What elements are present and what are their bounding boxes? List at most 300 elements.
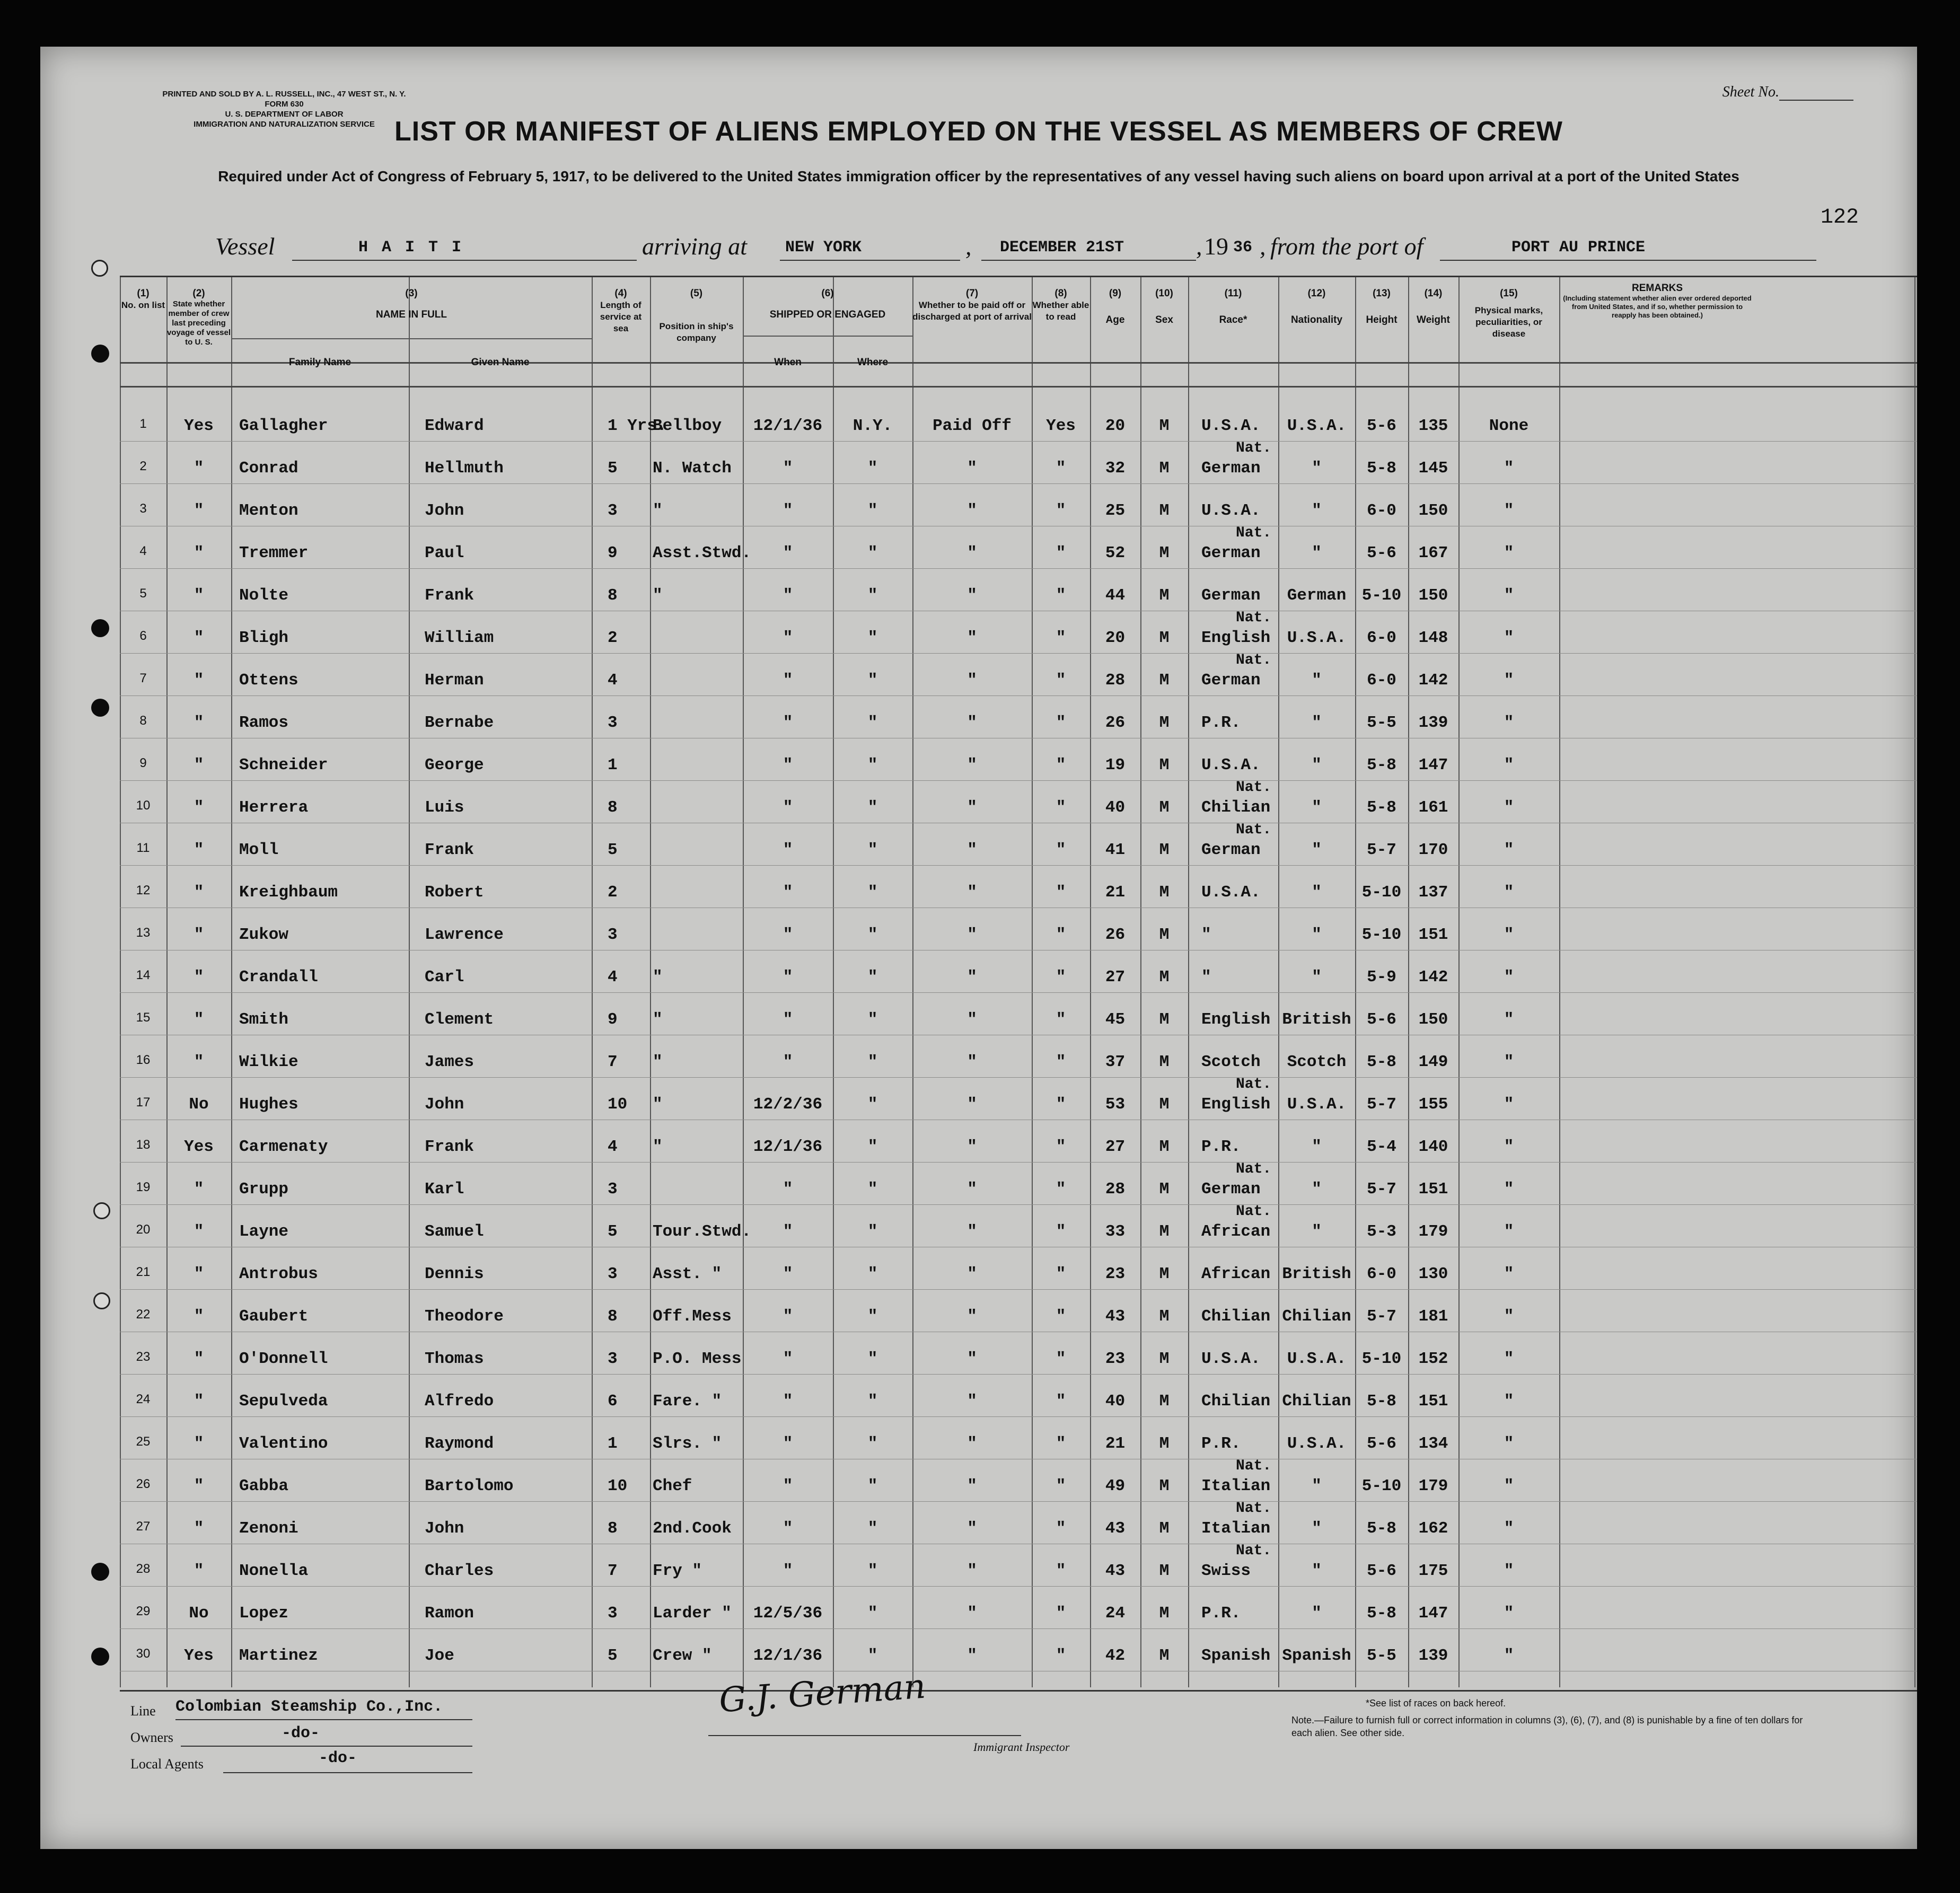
cell-prev: " [194, 1477, 204, 1495]
cell-given: Herman [425, 671, 484, 690]
from-field-line [1440, 260, 1816, 261]
cell-family: Grupp [239, 1180, 289, 1199]
cell-race: English [1201, 1010, 1271, 1029]
binder-hole [91, 1648, 109, 1666]
cell-service: 1 [608, 1434, 618, 1453]
cell-service: 3 [608, 1180, 618, 1199]
cell-marks: " [1504, 1562, 1514, 1580]
cell-family: Ramos [239, 714, 289, 732]
cell-when: " [783, 501, 793, 520]
cell-given: Karl [425, 1180, 464, 1199]
col-13-header: (13) Height [1366, 288, 1398, 325]
cell-where: " [867, 459, 878, 478]
cell-paid: " [967, 671, 977, 690]
cell-position: Bellboy [653, 417, 722, 435]
cell-sex: M [1159, 1180, 1170, 1199]
cell-height: 5-5 [1367, 714, 1396, 732]
cell-service: 3 [608, 501, 618, 520]
cell-when: " [783, 1180, 793, 1199]
cell-family: Wilkie [239, 1053, 298, 1071]
cell-where: " [867, 756, 878, 774]
cell-where: " [867, 1392, 878, 1411]
cell-given: John [425, 1519, 464, 1538]
cell-family: Layne [239, 1222, 289, 1241]
cell-nationality: U.S.A. [1287, 1434, 1347, 1453]
cell-race-naturalized: Nat. [1236, 610, 1272, 626]
cell-family: Moll [239, 841, 279, 859]
cell-race: German [1201, 544, 1261, 562]
cell-race: Swiss [1201, 1562, 1251, 1580]
cell-family: Gaubert [239, 1307, 309, 1326]
cell-where: " [867, 1350, 878, 1368]
cell-nationality: " [1312, 1519, 1322, 1538]
cell-weight: 162 [1418, 1519, 1448, 1538]
cell-read: " [1056, 1095, 1066, 1114]
local-agents-value: -do- [319, 1749, 357, 1767]
cell-nationality: " [1312, 756, 1322, 774]
cell-where: N.Y. [852, 417, 893, 435]
cell-sex: M [1159, 756, 1170, 774]
cell-sex: M [1159, 926, 1170, 944]
where-header: Where [857, 357, 889, 368]
row-rule [120, 1289, 1917, 1290]
cell-paid: " [967, 1350, 977, 1368]
crew-table [120, 276, 1917, 1687]
cell-paid: " [967, 968, 977, 987]
cell-sex: M [1159, 883, 1170, 902]
binder-hole [91, 1563, 109, 1581]
cell-service: 8 [608, 798, 618, 817]
cell-sex: M [1159, 1010, 1170, 1029]
cell-where: " [867, 1307, 878, 1326]
cell-read: " [1056, 1477, 1066, 1495]
cell-marks: " [1504, 1350, 1514, 1368]
cell-read: " [1056, 1519, 1066, 1538]
cell-weight: 140 [1418, 1138, 1448, 1156]
cell-when: " [783, 1222, 793, 1241]
cell-where: " [867, 1604, 878, 1623]
cell-weight: 150 [1418, 586, 1448, 605]
cell-given: Robert [425, 883, 484, 902]
cell-height: 5-10 [1361, 586, 1402, 605]
cell-weight: 179 [1418, 1477, 1448, 1495]
cell-sex: M [1159, 1477, 1170, 1495]
cell-height: 5-4 [1367, 1138, 1396, 1156]
cell-age: 23 [1105, 1265, 1126, 1283]
cell-height: 5-9 [1367, 968, 1396, 987]
cell-service: 8 [608, 1519, 618, 1538]
cell-paid: " [967, 1053, 977, 1071]
cell-height: 6-0 [1367, 501, 1396, 520]
col-4-header: (4) Length of service at sea [600, 288, 642, 333]
cell-read: " [1056, 1562, 1066, 1580]
cell-given: Frank [425, 586, 474, 605]
cell-prev: " [194, 1180, 204, 1199]
cell-marks: " [1504, 968, 1514, 987]
cell-no: 8 [139, 714, 147, 728]
cell-when: 12/2/36 [753, 1095, 823, 1114]
cell-height: 5-7 [1367, 841, 1396, 859]
cell-service: 7 [608, 1053, 618, 1071]
cell-no: 21 [136, 1265, 151, 1279]
cell-race: Italian [1201, 1519, 1271, 1538]
cell-family: Zukow [239, 926, 289, 944]
cell-height: 5-6 [1367, 1434, 1396, 1453]
cell-prev: Yes [184, 1647, 214, 1665]
cell-no: 18 [136, 1138, 151, 1152]
manifest-sheet [40, 47, 1917, 1849]
cell-weight: 147 [1418, 1604, 1448, 1623]
cell-read: Yes [1046, 417, 1076, 435]
cell-age: 19 [1105, 756, 1126, 774]
cell-paid: " [967, 1222, 977, 1241]
cell-family: Hughes [239, 1095, 298, 1114]
cell-family: Antrobus [239, 1265, 318, 1283]
cell-no: 6 [139, 629, 147, 643]
cell-no: 20 [136, 1222, 151, 1237]
cell-weight: 152 [1418, 1350, 1448, 1368]
cell-family: Nolte [239, 586, 289, 605]
cell-sex: M [1159, 1095, 1170, 1114]
cell-weight: 181 [1418, 1307, 1448, 1326]
cell-paid: " [967, 1095, 977, 1114]
cell-given: James [425, 1053, 474, 1071]
cell-service: 2 [608, 883, 618, 902]
cell-when: " [783, 671, 793, 690]
cell-when: " [783, 1307, 793, 1326]
cell-service: 8 [608, 1307, 618, 1326]
cell-when: " [783, 1053, 793, 1071]
cell-weight: 175 [1418, 1562, 1448, 1580]
cell-when: " [783, 1350, 793, 1368]
cell-service: 8 [608, 586, 618, 605]
cell-paid: " [967, 1519, 977, 1538]
cell-paid: " [967, 756, 977, 774]
cell-read: " [1056, 1434, 1066, 1453]
cell-where: " [867, 1562, 878, 1580]
cell-position: Fry " [653, 1562, 702, 1580]
cell-given: Clement [425, 1010, 494, 1029]
cell-given: Alfredo [425, 1392, 494, 1411]
cell-family: Nonella [239, 1562, 309, 1580]
cell-age: 27 [1105, 968, 1126, 987]
cell-height: 5-10 [1361, 1477, 1402, 1495]
cell-race: P.R. [1201, 1138, 1241, 1156]
cell-sex: M [1159, 459, 1170, 478]
cell-given: Edward [425, 417, 484, 435]
cell-race: African [1201, 1222, 1271, 1241]
signature-field-line [708, 1735, 1021, 1736]
cell-no: 25 [136, 1434, 151, 1449]
comma: , [965, 233, 972, 260]
cell-position: " [653, 1010, 663, 1029]
cell-family: Gallagher [239, 417, 328, 435]
cell-no: 11 [136, 841, 150, 855]
cell-weight: 139 [1418, 1647, 1448, 1665]
cell-when: " [783, 629, 793, 647]
cell-marks: " [1504, 1434, 1514, 1453]
cell-where: " [867, 1222, 878, 1241]
cell-height: 5-6 [1367, 544, 1396, 562]
cell-paid: " [967, 841, 977, 859]
cell-family: Menton [239, 501, 298, 520]
cell-when: " [783, 798, 793, 817]
cell-prev: " [194, 1053, 204, 1071]
cell-sex: M [1159, 671, 1170, 690]
cell-sex: M [1159, 1222, 1170, 1241]
cell-weight: 135 [1418, 417, 1448, 435]
cell-height: 5-8 [1367, 459, 1396, 478]
cell-nationality: U.S.A. [1287, 1095, 1347, 1114]
cell-age: 32 [1105, 459, 1126, 478]
cell-family: Carmenaty [239, 1138, 328, 1156]
cell-family: Tremmer [239, 544, 309, 562]
cell-weight: 147 [1418, 756, 1448, 774]
cell-read: " [1056, 841, 1066, 859]
row-rule [120, 441, 1917, 442]
arrival-date: DECEMBER 21ST [1000, 239, 1124, 257]
col-8-header: (8) Whether able to read [1032, 288, 1089, 322]
cell-marks: None [1489, 417, 1529, 435]
cell-nationality: " [1312, 714, 1322, 732]
cell-height: 5-10 [1361, 883, 1402, 902]
cell-when: " [783, 926, 793, 944]
cell-age: 27 [1105, 1138, 1126, 1156]
cell-sex: M [1159, 1604, 1170, 1623]
cell-sex: M [1159, 798, 1170, 817]
cell-marks: " [1504, 1010, 1514, 1029]
cell-where: " [867, 883, 878, 902]
cell-prev: " [194, 586, 204, 605]
cell-nationality: U.S.A. [1287, 629, 1347, 647]
year-suffix: 36 [1233, 239, 1253, 257]
cell-race-naturalized: Nat. [1236, 1203, 1272, 1220]
cell-age: 24 [1105, 1604, 1126, 1623]
cell-when: " [783, 1434, 793, 1453]
col-5-header: (5) Position in ship's company [659, 288, 734, 343]
cell-race: U.S.A. [1201, 883, 1261, 902]
cell-when: " [783, 756, 793, 774]
cell-given: John [425, 501, 464, 520]
given-name-header: Given Name [471, 357, 530, 368]
col-7-header: (7) Whether to be paid off or discharged at port of arrival [912, 288, 1032, 322]
cell-sex: M [1159, 1307, 1170, 1326]
cell-position: N. Watch [653, 459, 732, 478]
cell-position: " [653, 1053, 663, 1071]
cell-where: " [867, 1053, 878, 1071]
line-label: Line [130, 1703, 156, 1719]
cell-service: 9 [608, 544, 618, 562]
col-11-header: (11) Race* [1219, 288, 1247, 325]
cell-nationality: " [1312, 1138, 1322, 1156]
cell-given: Theodore [425, 1307, 504, 1326]
cell-service: 3 [608, 1604, 618, 1623]
cell-age: 21 [1105, 883, 1126, 902]
cell-height: 6-0 [1367, 671, 1396, 690]
cell-race: U.S.A. [1201, 1350, 1261, 1368]
cell-where: " [867, 1477, 878, 1495]
cell-read: " [1056, 1265, 1066, 1283]
cell-weight: 167 [1418, 544, 1448, 562]
cell-prev: " [194, 544, 204, 562]
cell-nationality: U.S.A. [1287, 1350, 1347, 1368]
cell-read: " [1056, 501, 1066, 520]
cell-when: " [783, 883, 793, 902]
cell-marks: " [1504, 1138, 1514, 1156]
cell-no: 1 [139, 417, 147, 431]
cell-race: Chilian [1201, 1392, 1271, 1411]
cell-where: " [867, 1519, 878, 1538]
remarks-header: REMARKS (Including statement whether alien ever ordered deported from United States, and if so, whether permission to reapply has been obtained.) [1563, 283, 1752, 319]
cell-no: 26 [136, 1477, 151, 1491]
cell-sex: M [1159, 1053, 1170, 1071]
cell-race: Spanish [1201, 1647, 1271, 1665]
cell-sex: M [1159, 714, 1170, 732]
cell-given: Ramon [425, 1604, 474, 1623]
cell-paid: " [967, 714, 977, 732]
cell-no: 17 [136, 1095, 151, 1110]
cell-marks: " [1504, 544, 1514, 562]
cell-height: 5-8 [1367, 1392, 1396, 1411]
cell-where: " [867, 968, 878, 987]
cell-where: " [867, 1095, 878, 1114]
cell-prev: " [194, 501, 204, 520]
cell-family: Lopez [239, 1604, 289, 1623]
cell-weight: 145 [1418, 459, 1448, 478]
cell-race: German [1201, 1180, 1261, 1199]
cell-weight: 142 [1418, 671, 1448, 690]
cell-height: 6-0 [1367, 629, 1396, 647]
cell-race-naturalized: Nat. [1236, 1076, 1272, 1093]
arriving-field-line [780, 260, 960, 261]
cell-race-naturalized: Nat. [1236, 822, 1272, 838]
cell-paid: " [967, 1392, 977, 1411]
cell-where: " [867, 1265, 878, 1283]
cell-position: 2nd.Cook [653, 1519, 732, 1538]
cell-service: 1 Yrs. [608, 417, 667, 435]
cell-sex: M [1159, 1138, 1170, 1156]
cell-age: 25 [1105, 501, 1126, 520]
cell-position: Crew " [653, 1647, 712, 1665]
cell-where: " [867, 1647, 878, 1665]
cell-paid: " [967, 926, 977, 944]
comma: , [1196, 233, 1202, 260]
cell-marks: " [1504, 1519, 1514, 1538]
row-rule [120, 653, 1917, 654]
owners-label: Owners [130, 1730, 173, 1745]
row-rule [120, 1204, 1917, 1205]
cell-when: " [783, 1392, 793, 1411]
cell-given: Paul [425, 544, 464, 562]
cell-prev: Yes [184, 417, 214, 435]
cell-paid: " [967, 1138, 977, 1156]
col-6-header: (6) SHIPPED OR ENGAGED [769, 288, 886, 320]
cell-marks: " [1504, 586, 1514, 605]
cell-service: 2 [608, 629, 618, 647]
cell-paid: " [967, 1647, 977, 1665]
cell-read: " [1056, 756, 1066, 774]
cell-when: " [783, 586, 793, 605]
cell-paid: " [967, 1265, 977, 1283]
cell-given: William [425, 629, 494, 647]
cell-no: 3 [139, 501, 147, 516]
row-rule [120, 695, 1917, 696]
cell-service: 6 [608, 1392, 618, 1411]
cell-no: 13 [136, 926, 151, 940]
cell-prev: " [194, 841, 204, 859]
cell-nationality: Chilian [1282, 1392, 1351, 1411]
cell-height: 5-7 [1367, 1307, 1396, 1326]
cell-no: 19 [136, 1180, 151, 1194]
cell-height: 5-8 [1367, 798, 1396, 817]
cell-no: 4 [139, 544, 147, 558]
cell-nationality: " [1312, 968, 1322, 987]
cell-service: 1 [608, 756, 618, 774]
cell-read: " [1056, 883, 1066, 902]
cell-weight: 134 [1418, 1434, 1448, 1453]
cell-paid: " [967, 1180, 977, 1199]
cell-given: Bernabe [425, 714, 494, 732]
cell-age: 40 [1105, 798, 1126, 817]
cell-read: " [1056, 1222, 1066, 1241]
cell-read: " [1056, 1647, 1066, 1665]
cell-paid: " [967, 883, 977, 902]
col-9-header: (9) Age [1105, 288, 1125, 325]
cell-position: Asst. " [653, 1265, 722, 1283]
cell-position: " [653, 1095, 663, 1114]
cell-given: Samuel [425, 1222, 484, 1241]
cell-race-naturalized: Nat. [1236, 652, 1272, 668]
cell-nationality: " [1312, 926, 1322, 944]
cell-age: 45 [1105, 1010, 1126, 1029]
cell-prev: " [194, 968, 204, 987]
cell-when: 12/1/36 [753, 1647, 823, 1665]
cell-weight: 170 [1418, 841, 1448, 859]
binder-hole [91, 345, 109, 363]
cell-race: Chilian [1201, 798, 1271, 817]
cell-race-naturalized: Nat. [1236, 779, 1272, 796]
sheet-no-field [1779, 100, 1853, 101]
col-14-header: (14) Weight [1417, 288, 1450, 325]
row-rule [120, 1416, 1917, 1417]
cell-nationality: Chilian [1282, 1307, 1351, 1326]
cell-paid: " [967, 459, 977, 478]
page-subtitle: Required under Act of Congress of February 5, 1917, to be delivered to the United States immigration officer by the representatives of any vessel having such aliens on board upon arrival at a port of the United States [218, 168, 1739, 184]
cell-given: Bartolomo [425, 1477, 514, 1495]
cell-marks: " [1504, 501, 1514, 520]
row-rule [120, 1162, 1917, 1163]
cell-nationality: " [1312, 544, 1322, 562]
cell-no: 24 [136, 1392, 151, 1406]
cell-given: Raymond [425, 1434, 494, 1453]
cell-service: 10 [608, 1477, 628, 1495]
service-line: IMMIGRATION AND NATURALIZATION SERVICE [194, 120, 375, 129]
cell-weight: 179 [1418, 1222, 1448, 1241]
vessel-field-line [292, 260, 637, 261]
cell-sex: M [1159, 629, 1170, 647]
cell-age: 26 [1105, 714, 1126, 732]
cell-service: 10 [608, 1095, 628, 1114]
cell-prev: No [189, 1095, 209, 1114]
cell-marks: " [1504, 1307, 1514, 1326]
cell-when: " [783, 714, 793, 732]
cell-height: 5-6 [1367, 1562, 1396, 1580]
cell-family: Herrera [239, 798, 309, 817]
cell-height: 5-8 [1367, 1519, 1396, 1538]
cell-paid: " [967, 544, 977, 562]
cell-marks: " [1504, 459, 1514, 478]
cell-position: Tour.Stwd. [653, 1222, 752, 1241]
